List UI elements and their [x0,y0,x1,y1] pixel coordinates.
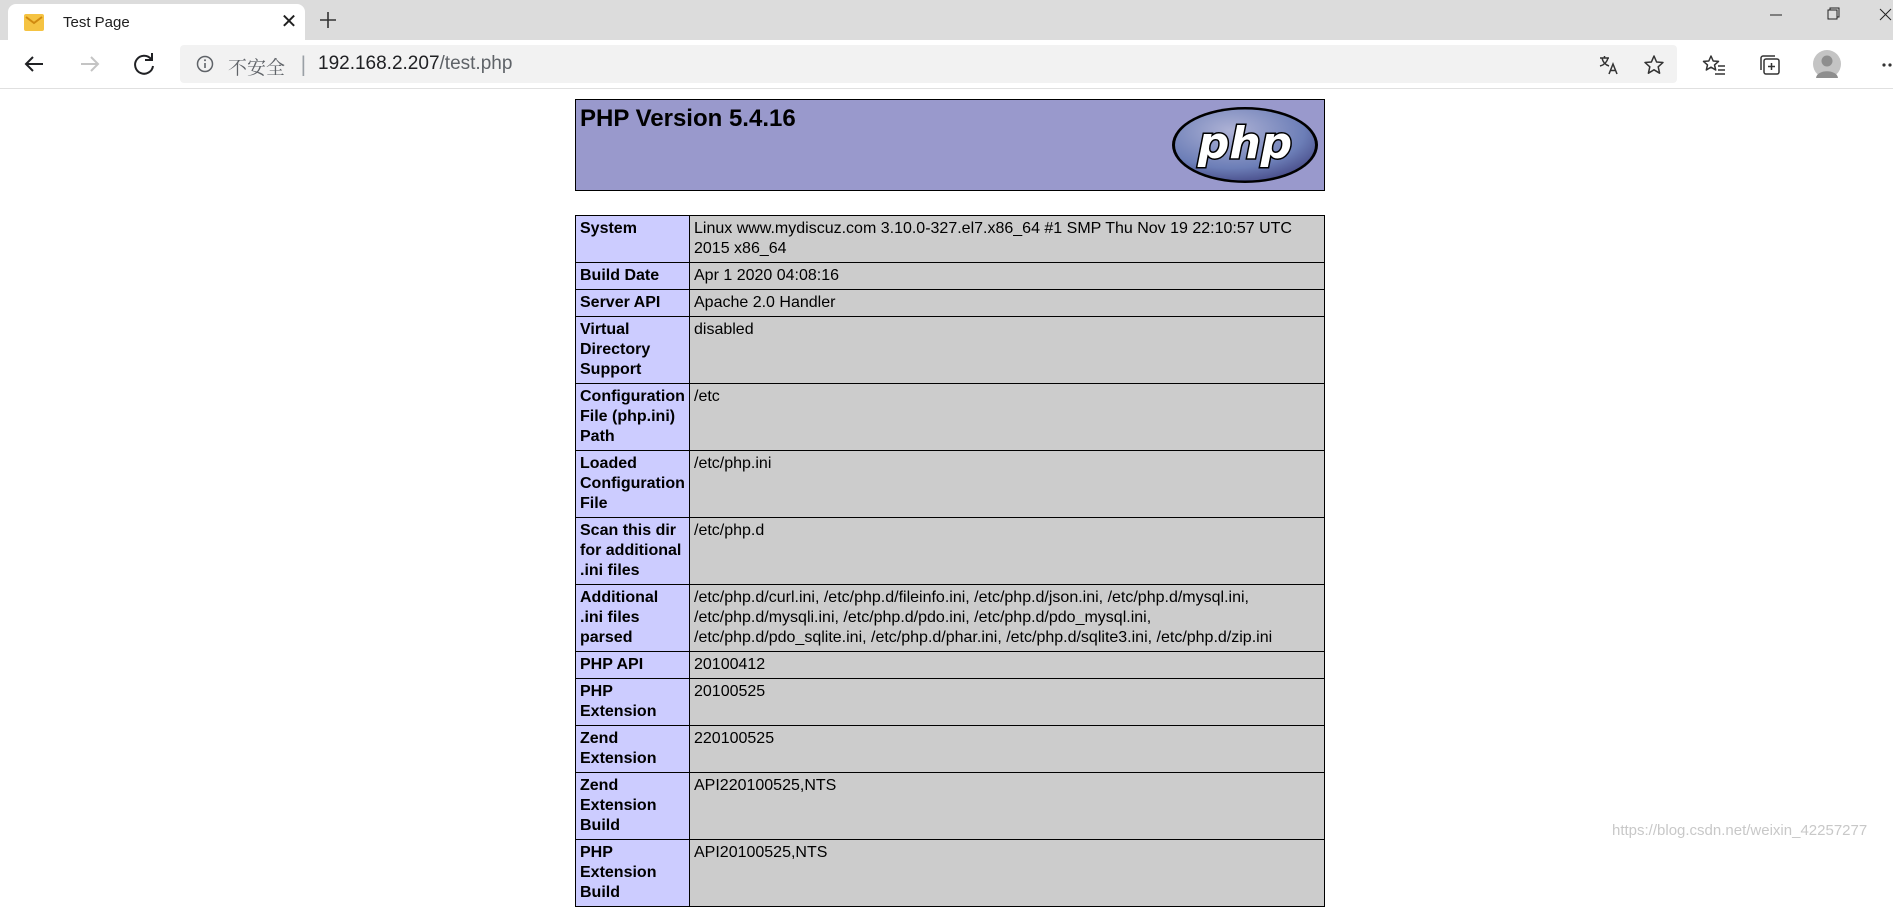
info-value: /etc/php.d [690,518,1325,585]
info-label: Virtual Directory Support [576,317,690,384]
php-logo [1171,105,1319,185]
url-path: /test.php [439,53,513,74]
info-value: /etc [690,384,1325,451]
info-row [576,216,1325,263]
info-label: PHP Extension [576,679,690,726]
info-value: API20100525,NTS [690,840,1325,907]
info-label: Zend Extension Build [576,773,690,840]
new-tab-icon[interactable] [314,6,342,34]
info-label: Server API [576,290,690,317]
info-row [576,726,1325,773]
info-value: /etc/php.ini [690,451,1325,518]
info-value: /etc/php.d/curl.ini, /etc/php.d/fileinfo.ini, /etc/php.d/json.ini, /etc/php.d/mysql.ini, /etc/php.d/mysqli.ini, /etc/php.d/pdo.ini, /etc/php.d/pdo_mysql.ini, /etc/php.d/pdo_sqlite.ini, /etc/php.d/phar.ini, /etc/php.d/sqlite3.ini, /etc/php.d/zip.ini [690,585,1325,652]
more-options-icon[interactable] [1874,52,1893,78]
url-host: 192.168.2.207 [318,53,440,74]
php-logo-text: php [1197,118,1293,169]
info-value: 20100412 [690,652,1325,679]
back-icon[interactable] [19,48,51,80]
info-row [576,290,1325,317]
info-value: 20100525 [690,679,1325,726]
info-label: Scan this dir for additional .ini files [576,518,690,585]
info-label: PHP API [576,652,690,679]
info-label: System [576,216,690,263]
security-label[interactable]: 不安全 [228,57,286,79]
info-row [576,263,1325,290]
profile-avatar[interactable] [1813,50,1841,78]
info-value: API220100525,NTS [690,773,1325,840]
tab-close-icon[interactable]: ✕ [280,9,298,33]
info-label: Build Date [576,263,690,290]
window-close-icon[interactable] [1870,0,1893,30]
info-row [576,679,1325,726]
restore-icon[interactable] [1813,0,1853,30]
info-value: 220100525 [690,726,1325,773]
tab-title: Test Page [63,14,130,31]
php-version-title: PHP Version 5.4.16 [580,105,796,132]
info-value: Linux www.mydiscuz.com 3.10.0-327.el7.x86_64 #1 SMP Thu Nov 19 22:10:57 UTC 2015 x86_64 [690,216,1325,263]
info-row [576,317,1325,384]
url-text[interactable] [318,53,512,75]
page-content [0,89,1893,901]
tab-strip [0,0,1893,40]
watermark: https://blog.csdn.net/weixin_42257277 [1612,822,1868,839]
info-row [576,840,1325,907]
info-label: Zend Extension [576,726,690,773]
info-row [576,585,1325,652]
address-separator: | [300,52,307,76]
forward-icon[interactable] [73,48,105,80]
profile-icon [1813,50,1841,78]
collections-icon[interactable] [1757,52,1783,78]
info-value: Apr 1 2020 04:08:16 [690,263,1325,290]
page-favicon-icon [24,14,44,31]
favorites-icon[interactable] [1701,52,1727,78]
tab-test-page[interactable] [8,4,305,40]
phpinfo-table [575,215,1325,907]
info-row [576,652,1325,679]
info-label: Configuration File (php.ini) Path [576,384,690,451]
add-favorite-star-icon[interactable] [1642,53,1666,77]
reload-icon[interactable] [128,48,160,80]
info-label: PHP Extension Build [576,840,690,907]
info-value: Apache 2.0 Handler [690,290,1325,317]
info-value: disabled [690,317,1325,384]
info-row [576,773,1325,840]
info-row [576,518,1325,585]
address-bar[interactable] [180,45,1677,83]
info-row [576,384,1325,451]
translate-icon[interactable] [1598,54,1620,76]
info-icon[interactable] [196,55,214,73]
phpinfo-header [575,99,1325,191]
info-row [576,451,1325,518]
info-label: Additional .ini files parsed [576,585,690,652]
info-label: Loaded Configuration File [576,451,690,518]
minimize-icon[interactable] [1756,0,1796,30]
browser-toolbar [0,40,1893,89]
